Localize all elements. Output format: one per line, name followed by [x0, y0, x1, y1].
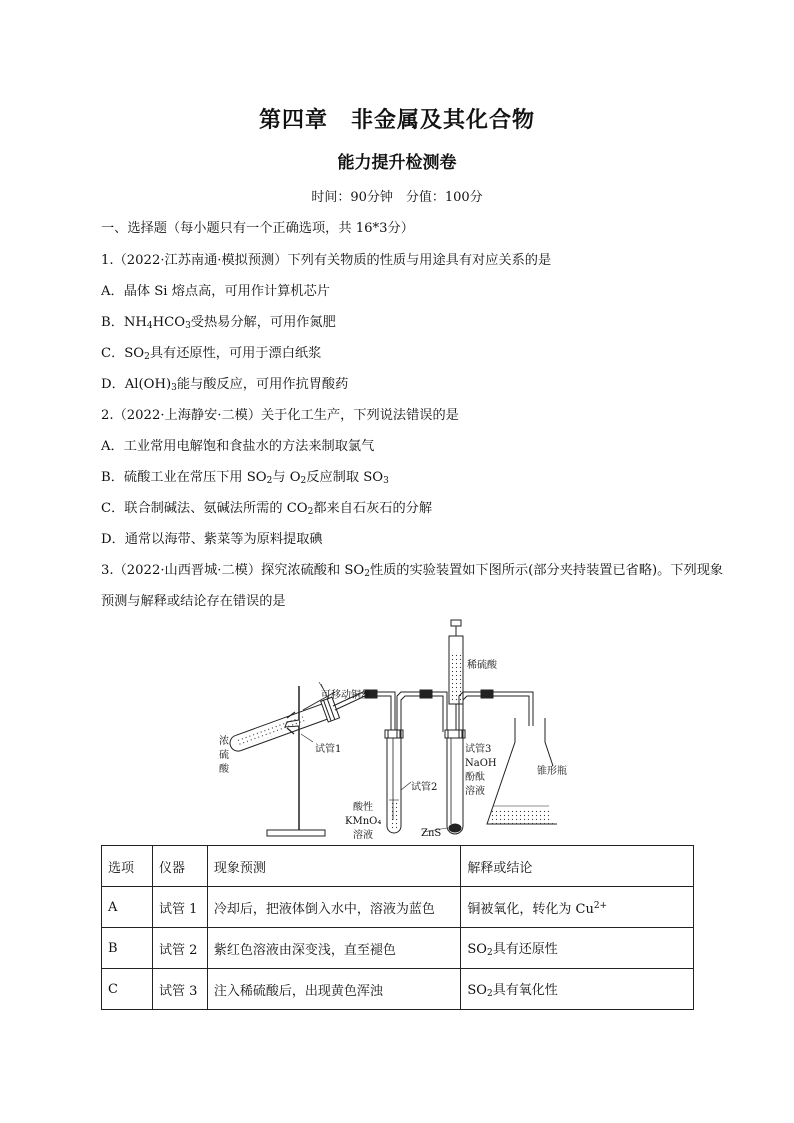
q1-option-c: C．$SO_2$具有还原性，可用于漂白纸浆	[101, 346, 322, 362]
cell-prediction: 冷却后，把液体倒入水中，溶液为蓝色	[207, 887, 461, 928]
cell-instrument: 试管 3	[152, 969, 207, 1010]
page-title: 第四章 非金属及其化合物	[258, 108, 535, 133]
cell-option: A	[102, 887, 153, 928]
label-tube-3: 试管3	[465, 744, 492, 755]
q1-option-d: D．$Al(OH)_3$能与酸反应，可用作抗胃酸药	[101, 377, 349, 393]
header-prediction: 现象预测	[207, 846, 461, 887]
table-row	[102, 969, 694, 1010]
cell-option: C	[102, 969, 153, 1010]
syringe	[449, 620, 463, 732]
q2-option-a: A．工业常用电解饱和食盐水的方法来制取氯气	[101, 439, 375, 454]
q1-option-a: A．晶体 Si 熔点高，可用作计算机芯片	[101, 284, 330, 299]
label-conc-h2so4-2: 硫	[219, 750, 229, 761]
label-conc-h2so4-1: 浓	[219, 736, 229, 747]
label-kmno4-3: 溶液	[353, 830, 373, 841]
table-header-row	[102, 846, 694, 887]
label-dilute-2: 硫	[477, 660, 487, 671]
test-tube-2	[385, 730, 403, 833]
q1-option-b: B．$NH_4HCO_3$受热易分解，可用作氮肥	[101, 315, 336, 331]
label-tube-1: 试管1	[315, 744, 342, 755]
cell-conclusion: 铜被氧化，转化为 $Cu^{2+}$	[461, 887, 694, 928]
label-naoh: NaOH	[465, 758, 497, 769]
stand-base	[267, 830, 325, 836]
apparatus-diagram	[215, 614, 567, 842]
q3-stem: 3.（2022·山西晋城·二模）探究浓硫酸和 $SO_2$性质的实验装置如下图所示(部分夹持装置已省略)。下列现象	[101, 563, 724, 579]
label-tube-2: 试管2	[411, 782, 438, 793]
label-conc-h2so4-3: 酸	[219, 764, 229, 775]
cell-conclusion: $SO_2$具有还原性	[461, 928, 694, 969]
q2-option-c: C．联合制碱法、氨碱法所需的 $CO_2$都来自石灰石的分解	[101, 501, 433, 517]
header-instrument: 仪器	[152, 846, 207, 887]
q3-stem-cont: 预测与解释或结论存在错误的是	[101, 594, 286, 609]
q2-stem: 2.（2022·上海静安·二模）关于化工生产，下列说法错误的是	[101, 408, 459, 423]
cell-conclusion: $SO_2$具有氧化性	[461, 969, 694, 1010]
header-option: 选项	[102, 846, 153, 887]
label-copper-wire: 可移动铜丝	[321, 690, 371, 701]
page-subtitle: 能力提升检测卷	[337, 153, 457, 173]
label-zns: ZnS	[421, 828, 442, 839]
header-conclusion: 解释或结论	[461, 846, 694, 887]
test-tube-3	[445, 730, 465, 834]
cell-instrument: 试管 1	[152, 887, 207, 928]
label-kmno4-2: KMnO₄	[345, 816, 382, 827]
cell-instrument: 试管 2	[152, 928, 207, 969]
label-flask: 锥形瓶	[537, 766, 567, 777]
q2-option-d: D．通常以海带、紫菜等为原料提取碘	[101, 532, 323, 547]
cell-prediction: 注入稀硫酸后，出现黄色浑浊	[207, 969, 461, 1010]
table-row	[102, 887, 694, 928]
cell-prediction: 紫红色溶液由深变浅，直至褪色	[207, 928, 461, 969]
label-dilute-1: 稀	[467, 660, 477, 671]
q1-stem: 1.（2022·江苏南通·模拟预测）下列有关物质的性质与用途具有对应关系的是	[101, 253, 552, 268]
answer-table	[101, 845, 694, 1010]
label-kmno4-1: 酸性	[353, 802, 373, 813]
label-phenolphthalein: 酚酞	[465, 772, 485, 783]
cell-option: B	[102, 928, 153, 969]
table-row	[102, 928, 694, 969]
q2-option-b: B．硫酸工业在常压下用 $SO_2$与 $O_2$反应制取 $SO_3$	[101, 470, 389, 486]
label-dilute-3: 酸	[487, 660, 497, 671]
section-heading: 一、选择题（每小题只有一个正确选项，共 16*3分）	[101, 221, 414, 236]
exam-meta: 时间：90分钟 分值：100分	[311, 190, 483, 205]
label-solution: 溶液	[465, 786, 485, 797]
